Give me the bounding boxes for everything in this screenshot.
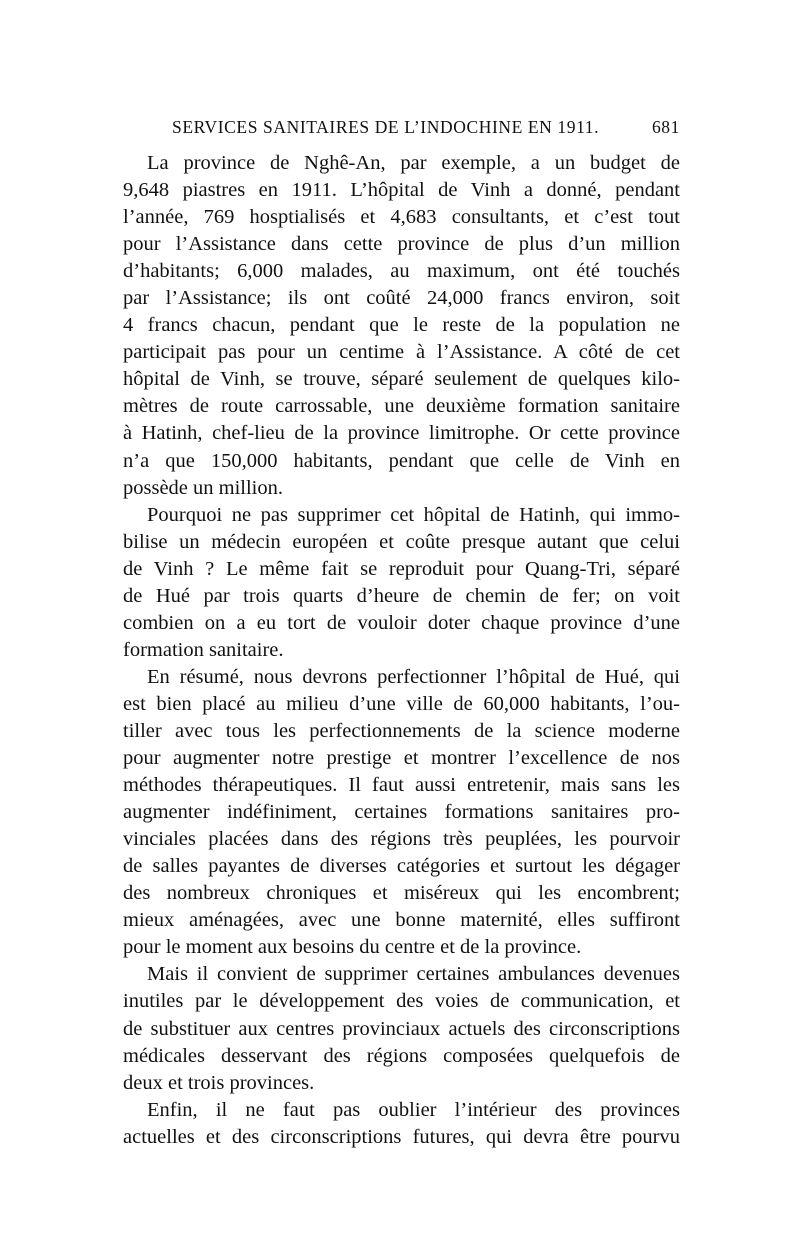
text-line: pour augmenter notre prestige et montrer l’excellence de nos [123, 747, 680, 770]
text-line: de Hué par trois quarts d’heure de chemin de fer; on voit [123, 584, 680, 607]
text-line: En résumé, nous devrons perfectionner l’hôpital de Hué, qui [147, 665, 680, 688]
text-line: de salles payantes de diverses catégories et surtout les dégager [123, 855, 680, 878]
page-number: 681 [651, 117, 680, 137]
paragraph-5 [123, 1097, 680, 1151]
text-line: médicales desservant des régions composées quelquefois de [123, 1044, 680, 1067]
text-line: de substituer aux centres provinciaux actuels des circonscriptions [123, 1017, 680, 1040]
text-line: deux et trois provinces. [123, 1071, 315, 1094]
text-line: mètres de route carrossable, une deuxième formation sanitaire [123, 395, 680, 418]
text-line: mieux aménagées, avec une bonne maternité, elles suffiront [123, 909, 680, 932]
text-line: pour l’Assistance dans cette province de plus d’un million [123, 233, 680, 256]
text-line: des nombreux chroniques et miséreux qui les encombrent; [123, 882, 680, 905]
text-line: Mais il convient de supprimer certaines ambulances devenues [147, 963, 680, 986]
text-line: combien on a eu tort de vouloir doter chaque province d’une [123, 611, 680, 634]
running-head-title: SERVICES SANITAIRES DE L’INDOCHINE EN 1911. [172, 117, 600, 137]
text-line: possède un million. [123, 476, 284, 499]
text-line: par l’Assistance; ils ont coûté 24,000 francs environ, soit [123, 287, 680, 310]
paragraph-3 [123, 664, 680, 962]
text-line: formation sanitaire. [123, 638, 284, 661]
text-line: bilise un médecin européen et coûte presque autant que celui [123, 530, 680, 553]
text-line: 4 francs chacun, pendant que le reste de la population ne [123, 314, 680, 337]
text-line: Enfin, il ne faut pas oublier l’intérieur des provinces [147, 1098, 680, 1121]
text-line: hôpital de Vinh, se trouve, séparé seulement de quelques kilo- [123, 368, 680, 391]
text-line: participait pas pour un centime à l’Assistance. A côté de cet [123, 341, 680, 364]
paragraph-2 [123, 502, 680, 664]
text-line: augmenter indéfiniment, certaines formations sanitaires pro- [123, 801, 680, 824]
body-text [123, 150, 680, 1151]
paragraph-1 [123, 150, 680, 502]
text-line: à Hatinh, chef-lieu de la province limitrophe. Or cette province [123, 422, 680, 445]
text-line: actuelles et des circonscriptions futures, qui devra être pourvu [123, 1125, 680, 1148]
text-line: vinciales placées dans des régions très peuplées, les pourvoir [123, 828, 680, 851]
text-line: inutiles par le développement des voies de communication, et [123, 990, 680, 1013]
text-line: Pourquoi ne pas supprimer cet hôpital de Hatinh, qui immo- [147, 503, 680, 526]
running-head [172, 117, 680, 145]
text-line: l’année, 769 hosptialisés et 4,683 consultants, et c’est tout [123, 206, 680, 229]
text-line: est bien placé au milieu d’une ville de 60,000 habitants, l’ou- [123, 692, 680, 715]
text-line: 9,648 piastres en 1911. L’hôpital de Vinh a donné, pendant [123, 179, 680, 202]
text-line: pour le moment aux besoins du centre et de la province. [123, 936, 582, 959]
text-line: tiller avec tous les perfectionnements de la science moderne [123, 719, 680, 742]
text-line: de Vinh ? Le même fait se reproduit pour Quang-Tri, séparé [123, 557, 680, 580]
text-line: d’habitants; 6,000 malades, au maximum, ont été touchés [123, 260, 680, 283]
text-line: La province de Nghê-An, par exemple, a un budget de [147, 152, 680, 174]
paragraph-4 [123, 961, 680, 1096]
text-line: méthodes thérapeutiques. Il faut aussi entretenir, mais sans les [123, 774, 680, 797]
text-line: n’a que 150,000 habitants, pendant que celle de Vinh en [123, 449, 680, 472]
